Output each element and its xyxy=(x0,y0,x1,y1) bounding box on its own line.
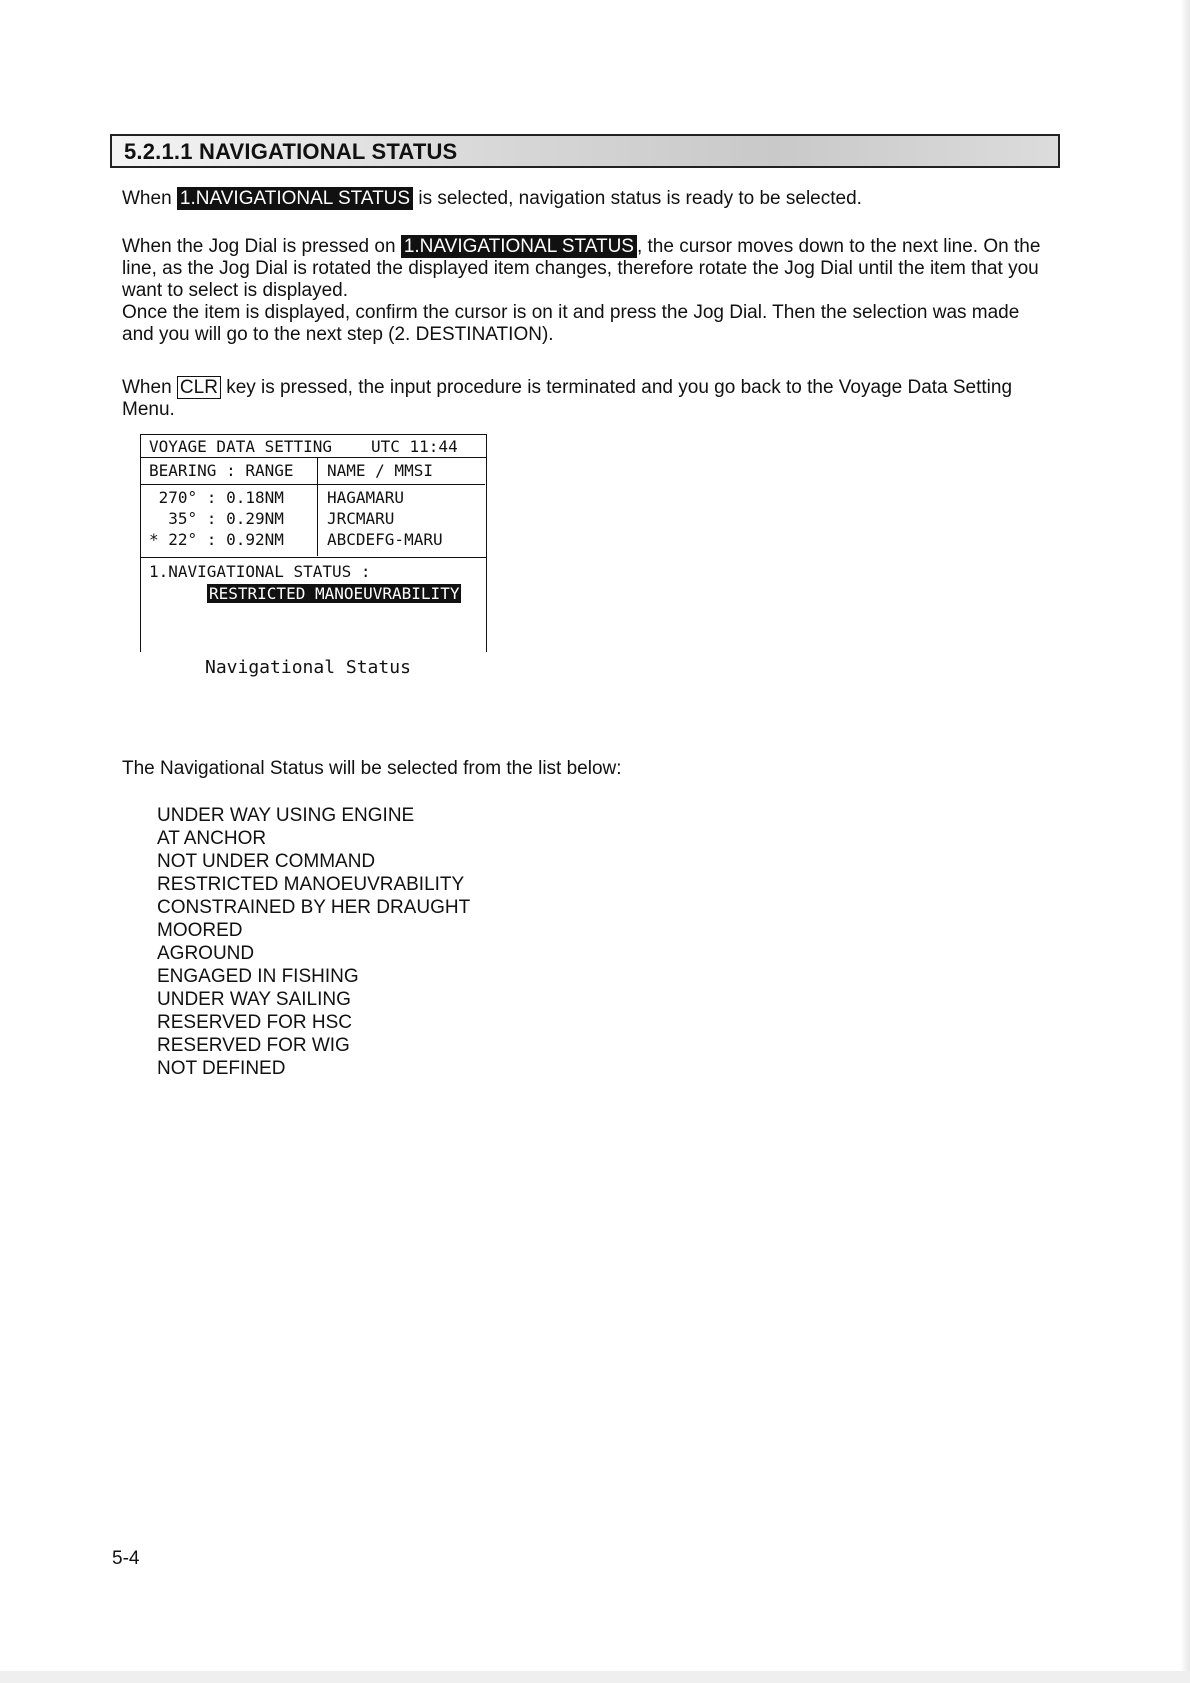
nav-status-label: 1.NAVIGATIONAL STATUS : xyxy=(149,562,371,581)
header-divider xyxy=(141,484,485,485)
list-item: RESERVED FOR HSC xyxy=(157,1012,352,1033)
list-item: NOT UNDER COMMAND xyxy=(157,851,376,872)
page-bottom-edge xyxy=(0,1671,1190,1683)
figure-caption: Navigational Status xyxy=(205,657,411,678)
section-header xyxy=(110,134,1060,168)
p2-line2: Once the item is displayed, confirm the cursor is on it and press the Jog Dial. Then the selection was made and you will go to the next step (2. DESTINATION). xyxy=(122,302,1020,345)
item-editor xyxy=(140,557,487,652)
p1-highlight: 1.NAVIGATIONAL STATUS xyxy=(177,187,413,210)
col-bearing-header: BEARING : RANGE xyxy=(149,461,294,480)
list-item: RESERVED FOR WIG xyxy=(157,1035,350,1056)
p3-before: When xyxy=(122,377,177,398)
intro-paragraph-3 xyxy=(122,377,1052,421)
intro-paragraph-2 xyxy=(122,236,1052,346)
list-item: RESTRICTED MANOEUVRABILITY xyxy=(157,874,465,895)
list-item: ENGAGED IN FISHING xyxy=(157,966,359,987)
p1-after: is selected, navigation status is ready to be selected. xyxy=(413,188,862,209)
p1-before: When xyxy=(122,188,177,209)
list-item: AGROUND xyxy=(157,943,255,964)
list-intro: The Navigational Status will be selected from the list below: xyxy=(122,758,622,779)
voyage-data-screen xyxy=(140,434,487,652)
row-name: JRCMARU xyxy=(327,509,395,528)
target-table xyxy=(140,457,487,558)
table-row xyxy=(141,509,485,530)
p2-after: , the cursor moves down to the next line. On the line, as the Jog Dial is rotated the displayed item changes, therefore rotate the Jog Dial until the item that you want to select is displayed. xyxy=(122,236,1041,301)
screen-time: UTC 11:44 xyxy=(371,437,458,456)
row-name: HAGAMARU xyxy=(327,488,405,507)
intro-paragraph-1 xyxy=(122,188,1052,210)
row-bearing: 270° : 0.18NM xyxy=(149,488,284,507)
p3-after: key is pressed, the input procedure is terminated and you go back to the Voyage Data Setting Menu. xyxy=(122,377,1013,420)
list-item: AT ANCHOR xyxy=(157,828,267,849)
row-bearing: * 22° : 0.92NM xyxy=(149,530,284,549)
col-name-header: NAME / MMSI xyxy=(327,461,433,480)
screen-title-row xyxy=(140,434,487,458)
list-item: UNDER WAY USING ENGINE xyxy=(157,805,415,826)
list-item: MOORED xyxy=(157,920,243,941)
nav-status-value: RESTRICTED MANOEUVRABILITY xyxy=(209,584,460,603)
p2-highlight: 1.NAVIGATIONAL STATUS xyxy=(401,235,637,258)
section-title: 5.2.1.1 NAVIGATIONAL STATUS xyxy=(124,139,458,164)
status-list xyxy=(157,804,470,1080)
list-item: CONSTRAINED BY HER DRAUGHT xyxy=(157,897,471,918)
list-item: UNDER WAY SAILING xyxy=(157,989,351,1010)
row-bearing: 35° : 0.29NM xyxy=(149,509,284,528)
screen-title: VOYAGE DATA SETTING xyxy=(149,437,333,456)
clr-key: CLR xyxy=(177,376,221,399)
table-row xyxy=(141,488,485,509)
list-item: NOT DEFINED xyxy=(157,1058,286,1079)
table-row xyxy=(141,530,485,551)
page-number: 5-4 xyxy=(112,1548,140,1569)
p2-before: When the Jog Dial is pressed on xyxy=(122,236,401,257)
page-edge xyxy=(1180,0,1190,1683)
row-name: ABCDEFG-MARU xyxy=(327,530,443,549)
